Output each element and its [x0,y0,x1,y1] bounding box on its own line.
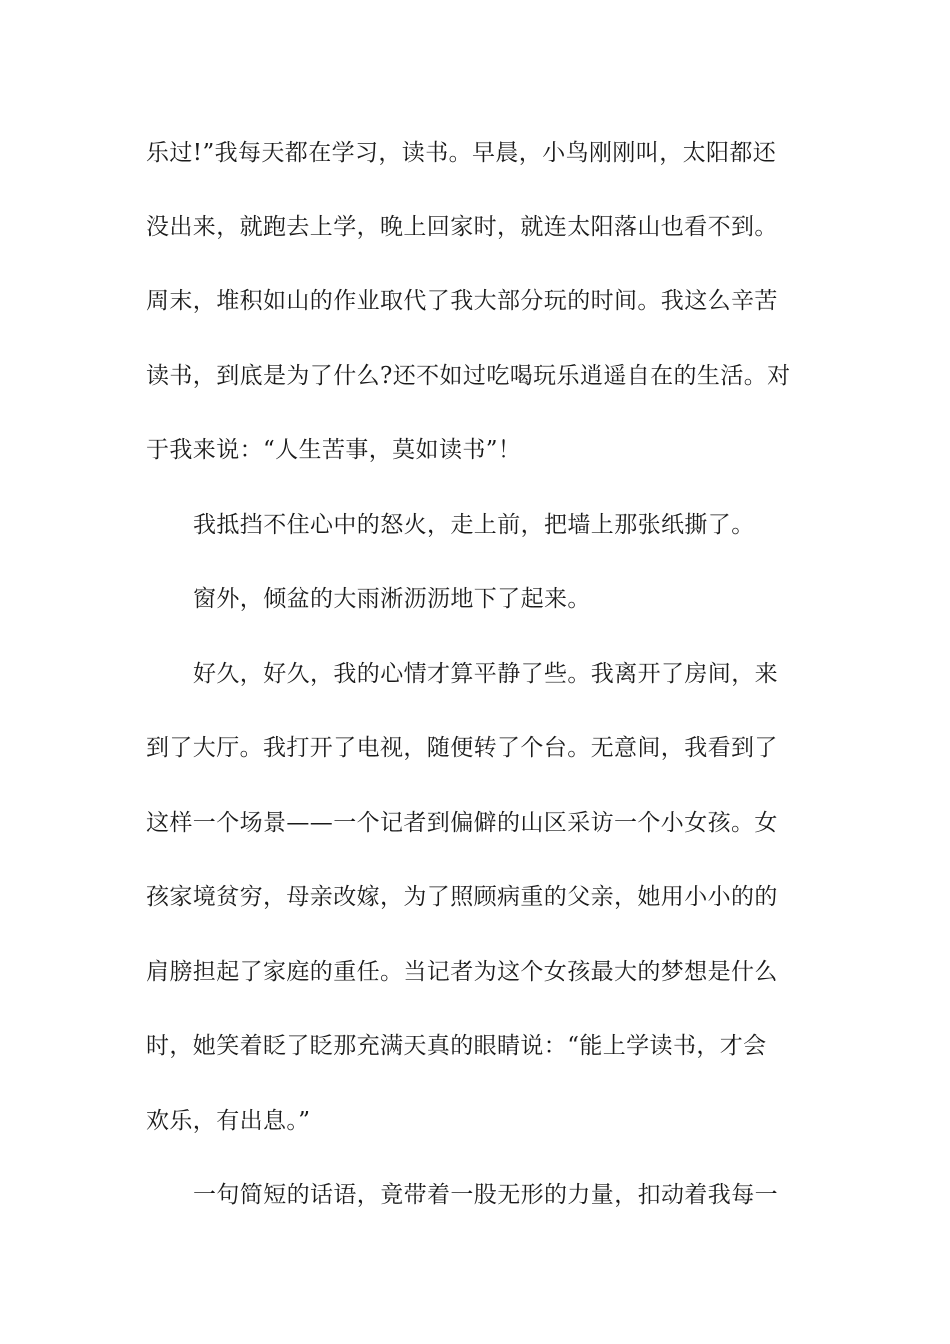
text-line-10: 这样一个场景——一个记者到偏僻的山区采访一个小女孩。女 [146,810,778,836]
text-line-13: 时，她笑着眨了眨那充满天真的眼睛说：“能上学读书，才会 [146,1033,767,1059]
text-line-15: 一句简短的话语，竟带着一股无形的力量，扣动着我每一 [193,1182,778,1208]
text-line-12: 肩膀担起了家庭的重任。当记者为这个女孩最大的梦想是什么 [146,959,778,985]
text-line-5: 于我来说：“人生苦事，莫如读书”！ [146,437,522,463]
text-line-7: 窗外，倾盆的大雨淅沥沥地下了起来。 [193,586,591,612]
text-line-11: 孩家境贫穷，母亲改嫁，为了照顾病重的父亲，她用小小的的 [146,884,778,910]
text-line-1: 乐过!”我每天都在学习，读书。早晨，小鸟刚刚叫，太阳都还 [146,140,777,166]
text-line-14: 欢乐，有出息。” [146,1108,311,1134]
text-line-6: 我抵挡不住心中的怒火，走上前，把墙上那张纸撕了。 [193,512,755,538]
text-line-4: 读书，到底是为了什么?还不如过吃喝玩乐逍遥自在的生活。对 [146,363,791,389]
text-line-3: 周末，堆积如山的作业取代了我大部分玩的时间。我这么辛苦 [146,288,778,314]
text-line-9: 到了大厅。我打开了电视，随便转了个台。无意间，我看到了 [146,735,778,761]
text-line-8: 好久，好久，我的心情才算平静了些。我离开了房间，来 [193,661,778,687]
text-line-2: 没出来，就跑去上学，晚上回家时，就连太阳落山也看不到。 [146,214,778,240]
